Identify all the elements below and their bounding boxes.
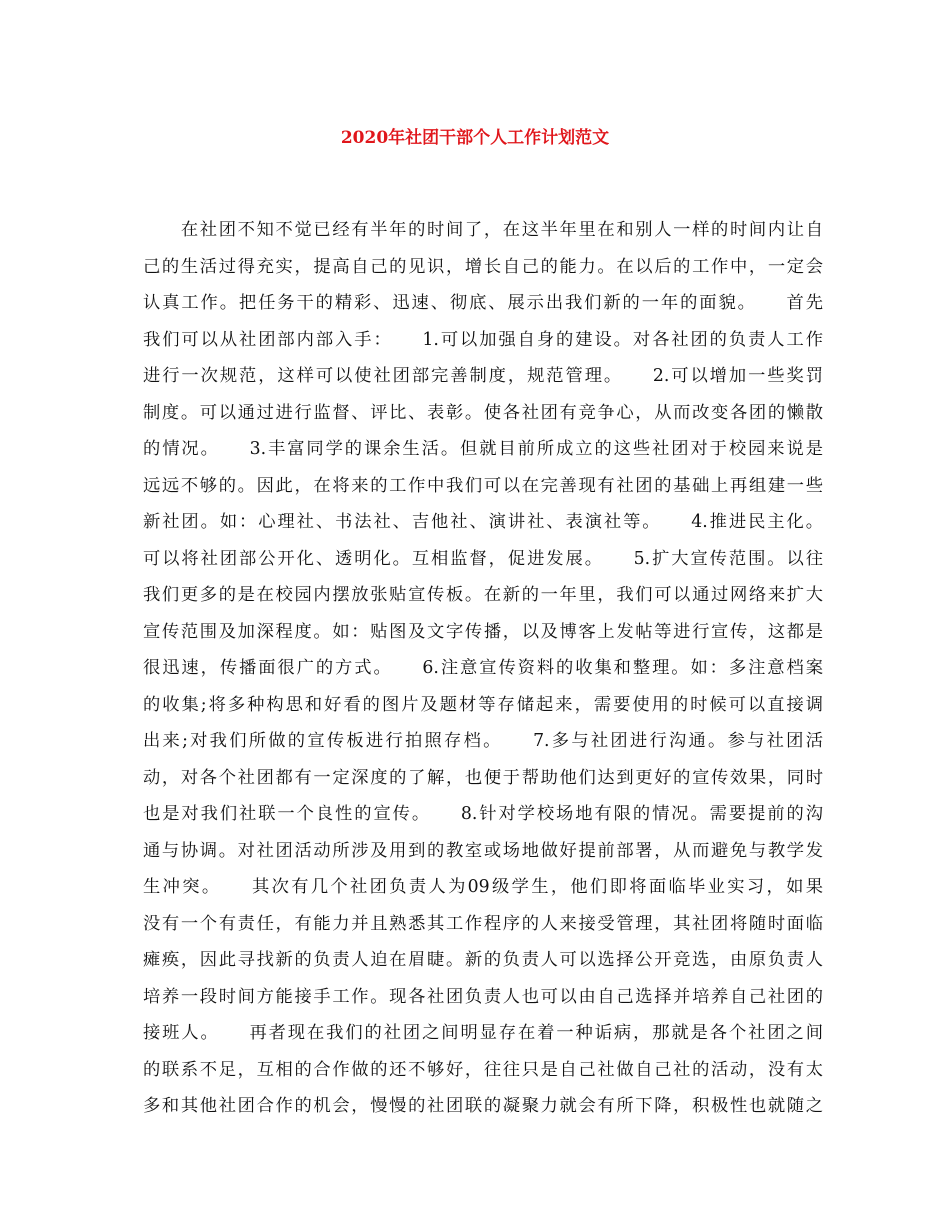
body-line: 出来;对我们所做的宣传板进行拍照存档。 7.多与社团进行沟通。参与社团活 <box>143 731 823 751</box>
body-line: 宣传范围及加深程度。如：贴图及文字传播，以及博客上发帖等进行宣传，这都是 <box>143 621 823 642</box>
body-line: 多和其他社团合作的机会，慢慢的社团联的凝聚力就会有所下降，积极性也就随之 <box>143 1096 823 1116</box>
body-line: 新社团。如：心理社、书法社、吉他社、演讲社、表演社等。 4.推进民主化。 <box>143 512 823 532</box>
body-line: 动，对各个社团都有一定深度的了解，也便于帮助他们达到更好的宣传效果，同时 <box>143 767 823 788</box>
document-body <box>143 212 823 1125</box>
body-line: 的情况。 3.丰富同学的课余生活。但就目前所成立的这些社团对于校园来说是 <box>143 439 823 459</box>
body-line: 的收集;将多种构思和好看的图片及题材等存储起来，需要使用的时候可以直接调 <box>143 694 823 715</box>
body-line: 制度。可以通过进行监督、评比、表彰。使各社团有竞争心，从而改变各团的懒散 <box>143 402 823 423</box>
body-line: 没有一个有责任，有能力并且熟悉其工作程序的人来接受管理，其社团将随时面临 <box>143 913 823 934</box>
body-line: 培养一段时间方能接手工作。现各社团负责人也可以由自己选择并培养自己社团的 <box>143 986 823 1007</box>
body-line: 在社团不知不觉已经有半年的时间了，在这半年里在和别人一样的时间内让自 <box>143 220 823 240</box>
body-line: 认真工作。把任务干的精彩、迅速、彻底、展示出我们新的一年的面貌。 首先 <box>143 293 823 313</box>
body-line: 己的生活过得充实，提高自己的见识，增长自己的能力。在以后的工作中，一定会 <box>143 256 823 277</box>
body-line: 瘫痪，因此寻找新的负责人迫在眉睫。新的负责人可以选择公开竞选，由原负责人 <box>143 950 823 970</box>
document-title: 2020年社团干部个人工作计划范文 <box>340 128 610 148</box>
body-line: 进行一次规范，这样可以使社团部完善制度，规范管理。 2.可以增加一些奖罚 <box>143 366 823 386</box>
body-line: 的联系不足，互相的合作做的还不够好，往往只是自己社做自己社的活动，没有太 <box>143 1059 823 1080</box>
body-line: 很迅速，传播面很广的方式。 6.注意宣传资料的收集和整理。如：多注意档案 <box>143 658 823 678</box>
body-line: 生冲突。 其次有几个社团负责人为09级学生，他们即将面临毕业实习，如果 <box>143 877 823 897</box>
body-line: 远远不够的。因此，在将来的工作中我们可以在完善现有社团的基础上再组建一些 <box>143 475 823 496</box>
body-line: 可以将社团部公开化、透明化。互相监督，促进发展。 5.扩大宣传范围。以往 <box>143 548 823 569</box>
body-line: 我们可以从社团部内部入手： 1.可以加强自身的建设。对各社团的负责人工作 <box>143 329 823 350</box>
body-line: 通与协调。对社团活动所涉及用到的教室或场地做好提前部署，从而避免与教学发 <box>143 840 823 861</box>
body-line: 接班人。 再者现在我们的社团之间明显存在着一种诟病，那就是各个社团之间 <box>143 1023 823 1043</box>
body-line: 我们更多的是在校园内摆放张贴宣传板。在新的一年里，我们可以通过网络来扩大 <box>143 585 823 605</box>
body-line: 也是对我们社联一个良性的宣传。 8.针对学校场地有限的情况。需要提前的沟 <box>143 804 823 824</box>
